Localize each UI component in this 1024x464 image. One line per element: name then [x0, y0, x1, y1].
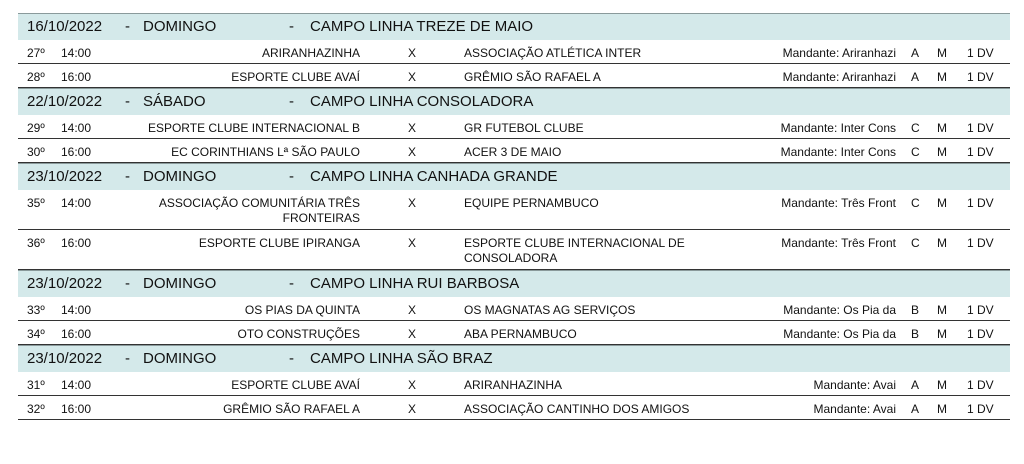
- match-division: 1 DV: [967, 121, 994, 135]
- away-team: GR FUTEBOL CLUBE: [464, 121, 584, 135]
- section-separator: -: [125, 275, 130, 292]
- section-weekday: DOMINGO: [143, 275, 217, 292]
- away-team: ACER 3 DE MAIO: [464, 145, 562, 159]
- section-separator: -: [289, 93, 294, 110]
- match-group: C: [911, 196, 920, 210]
- versus-mark: X: [408, 327, 417, 341]
- home-team: ARIRANHAZINHA: [261, 46, 360, 60]
- section-weekday: DOMINGO: [143, 350, 217, 367]
- mandante-label: Mandante: Três Front: [781, 236, 896, 250]
- section-header: [18, 88, 1010, 115]
- match-division: 1 DV: [967, 327, 994, 341]
- match-category: M: [937, 145, 947, 159]
- section-separator: -: [125, 18, 130, 35]
- section-venue: CAMPO LINHA TREZE DE MAIO: [310, 18, 534, 35]
- section-venue: CAMPO LINHA CONSOLADORA: [310, 93, 534, 110]
- match-division: 1 DV: [967, 46, 994, 60]
- section-date: 23/10/2022: [27, 350, 103, 367]
- match-row: [18, 230, 1010, 270]
- match-time: 14:00: [61, 378, 92, 392]
- versus-mark: X: [408, 378, 417, 392]
- versus-mark: X: [408, 46, 417, 60]
- match-time: 14:00: [61, 303, 92, 317]
- section-separator: -: [289, 350, 294, 367]
- match-time: 14:00: [61, 196, 92, 210]
- match-group: C: [911, 145, 920, 159]
- home-team: ESPORTE CLUBE IPIRANGA: [198, 236, 360, 250]
- match-number: 29º: [27, 121, 45, 135]
- section-venue: CAMPO LINHA SÃO BRAZ: [310, 350, 493, 367]
- section-separator: -: [289, 275, 294, 292]
- versus-mark: X: [408, 70, 417, 84]
- versus-mark: X: [408, 402, 417, 416]
- section-weekday: DOMINGO: [143, 18, 217, 35]
- section-separator: -: [125, 350, 130, 367]
- match-division: 1 DV: [967, 145, 994, 159]
- away-team: GRÊMIO SÃO RAFAEL A: [464, 70, 601, 84]
- match-group: A: [911, 46, 920, 60]
- away-team: EQUIPE PERNAMBUCO: [464, 196, 599, 210]
- home-team: GRÊMIO SÃO RAFAEL A: [223, 402, 360, 416]
- mandante-label: Mandante: Avai: [813, 378, 896, 392]
- match-group: B: [911, 303, 920, 317]
- section-date: 16/10/2022: [27, 18, 103, 35]
- match-category: M: [937, 70, 947, 84]
- away-team: ASSOCIAÇÃO CANTINHO DOS AMIGOS: [464, 402, 690, 416]
- match-time: 16:00: [61, 327, 92, 341]
- match-division: 1 DV: [967, 196, 994, 210]
- match-number: 32º: [27, 402, 45, 416]
- match-row: [18, 40, 1010, 64]
- away-team: ARIRANHAZINHA: [464, 378, 563, 392]
- match-number: 33º: [27, 303, 45, 317]
- match-division: 1 DV: [967, 303, 994, 317]
- match-row: [18, 396, 1010, 420]
- match-category: M: [937, 402, 947, 416]
- section-header: [18, 163, 1010, 190]
- match-category: M: [937, 327, 947, 341]
- match-time: 16:00: [61, 70, 92, 84]
- mandante-label: Mandante: Inter Cons: [780, 145, 896, 159]
- away-team: OS MAGNATAS AG SERVIÇOS: [464, 303, 636, 317]
- section-separator: -: [125, 168, 130, 185]
- section-header: [18, 13, 1010, 40]
- match-row: [18, 115, 1010, 139]
- match-time: 16:00: [61, 236, 92, 250]
- away-team: ESPORTE CLUBE INTERNACIONAL DE CONSOLADORA: [464, 236, 685, 265]
- versus-mark: X: [408, 236, 417, 250]
- section-date: 23/10/2022: [27, 275, 103, 292]
- versus-mark: X: [408, 121, 417, 135]
- match-row: [18, 190, 1010, 230]
- match-row: [18, 297, 1010, 321]
- section-separator: -: [289, 168, 294, 185]
- match-number: 28º: [27, 70, 45, 84]
- section-separator: -: [289, 18, 294, 35]
- match-category: M: [937, 46, 947, 60]
- match-group: A: [911, 402, 920, 416]
- match-row: [18, 139, 1010, 163]
- match-time: 14:00: [61, 121, 92, 135]
- mandante-label: Mandante: Avai: [813, 402, 896, 416]
- match-number: 34º: [27, 327, 45, 341]
- match-number: 30º: [27, 145, 45, 159]
- mandante-label: Mandante: Três Front: [781, 196, 896, 210]
- match-number: 36º: [27, 236, 45, 250]
- match-row: [18, 321, 1010, 345]
- match-time: 16:00: [61, 402, 92, 416]
- match-number: 35º: [27, 196, 45, 210]
- versus-mark: X: [408, 145, 417, 159]
- match-group: A: [911, 378, 920, 392]
- section-weekday: DOMINGO: [143, 168, 217, 185]
- mandante-label: Mandante: Ariranhazi: [782, 70, 896, 84]
- match-number: 31º: [27, 378, 45, 392]
- match-time: 16:00: [61, 145, 92, 159]
- match-division: 1 DV: [967, 70, 994, 84]
- match-category: M: [937, 196, 947, 210]
- home-team: ESPORTE CLUBE AVAÍ: [231, 70, 360, 84]
- mandante-label: Mandante: Os Pia da: [783, 327, 896, 341]
- match-schedule: [18, 13, 1010, 420]
- match-number: 27º: [27, 46, 45, 60]
- mandante-label: Mandante: Ariranhazi: [782, 46, 896, 60]
- section-venue: CAMPO LINHA CANHADA GRANDE: [310, 168, 558, 185]
- home-team: OTO CONSTRUÇÕES: [237, 327, 360, 341]
- match-group: A: [911, 70, 920, 84]
- home-team: OS PIAS DA QUINTA: [244, 303, 360, 317]
- home-team: ESPORTE CLUBE AVAÍ: [231, 378, 360, 392]
- section-date: 23/10/2022: [27, 168, 103, 185]
- home-team: EC CORINTHIANS Lª SÃO PAULO: [171, 145, 360, 159]
- mandante-label: Mandante: Os Pia da: [783, 303, 896, 317]
- match-category: M: [937, 121, 947, 135]
- match-time: 14:00: [61, 46, 92, 60]
- match-division: 1 DV: [967, 378, 994, 392]
- match-group: B: [911, 327, 920, 341]
- section-separator: -: [125, 93, 130, 110]
- section-date: 22/10/2022: [27, 93, 103, 110]
- mandante-label: Mandante: Inter Cons: [780, 121, 896, 135]
- match-division: 1 DV: [967, 236, 994, 250]
- match-division: 1 DV: [967, 402, 994, 416]
- match-group: C: [911, 236, 920, 250]
- match-group: C: [911, 121, 920, 135]
- match-category: M: [937, 236, 947, 250]
- away-team: ABA PERNAMBUCO: [464, 327, 577, 341]
- section-weekday: SÁBADO: [143, 93, 206, 110]
- match-category: M: [937, 303, 947, 317]
- versus-mark: X: [408, 303, 417, 317]
- match-category: M: [937, 378, 947, 392]
- home-team: ESPORTE CLUBE INTERNACIONAL B: [147, 121, 360, 135]
- section-venue: CAMPO LINHA RUI BARBOSA: [310, 275, 520, 292]
- home-team: ASSOCIAÇÃO COMUNITÁRIA TRÊS FRONTEIRAS: [158, 196, 360, 225]
- match-row: [18, 64, 1010, 88]
- section-header: [18, 345, 1010, 372]
- section-header: [18, 270, 1010, 297]
- away-team: ASSOCIAÇÃO ATLÉTICA INTER: [464, 46, 642, 60]
- match-row: [18, 372, 1010, 396]
- versus-mark: X: [408, 196, 417, 210]
